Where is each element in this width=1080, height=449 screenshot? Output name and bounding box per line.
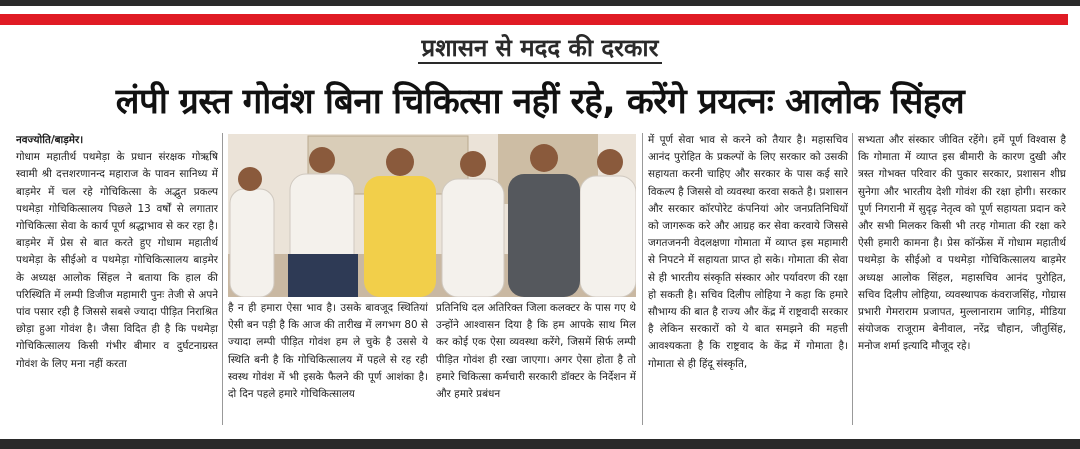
article-text-3: प्रतिनिधि दल अतिरिक्त जिला कलक्टर के पास गए थे उन्होंने आश्वासन दिया है कि हम आपके साथ मिल कर कोई एक ऐसा व्यवस्था करेंगे, जिसमें सिर्फ लम्पी पीड़ित गोवंश ही रखा जाएगा। अगर ऐसा होता है तो हमारे चिकित्सा कर्मचारी सरकारी डॉक्टर के निर्देशन में और हमारे प्रबंधन [436,302,636,401]
column-divider [642,133,643,425]
article-column-5 [858,132,1066,427]
photo-illustration [228,134,636,297]
article-text-1: गोधाम महातीर्थ पथमेड़ा के प्रधान संरक्षक गोऋषि स्वामी श्री दत्तशरणानन्द महाराज के पावन सानिध्य में बाड़मेर में चल रहे गोचिकित्सा के अद्भुत प्रकल्प पथमेड़ा गोचिकित्सालय पिछले 13 वर्षों से लगातार गोचिकित्सा सेवा के कार्य पूर्ण श्रद्धाभाव से कर रहा है। बाड़मेर में प्रेस से बात करते हुए गोधाम महातीर्थ पथमेड़ा के सीईओ व पथमेड़ा गोचिकित्सालय बाड़मेर के अध्यक्ष आलोक सिंहल ने बताया कि हाल की परिस्थिति में लम्पी डिजीज महामारी पुनः तेजी से अपने पांव पसार रही है जिससे सबसे ज्यादा पीड़ित निराश्रित छोड़ा हुआ गोवंश है। जैसा विदित ही है कि पथमेड़ा गोचिकित्सालय किसी गंभीर बीमार व दुर्घटनाग्रस्त गोवंश के लिए मना नहीं करता [16,151,218,370]
article-column-2 [228,300,428,426]
column-divider [222,133,223,425]
headline: लंपी ग्रस्त गोवंश बिना चिकित्सा नहीं रहे, करेंगे प्रयत्नः आलोक सिंहल [115,82,965,122]
red-accent-band [0,14,1068,25]
bottom-border [0,439,1080,449]
top-border [0,0,1080,6]
article-column-3 [436,300,636,426]
byline: नवज्योति/बाड़मेर। [16,134,84,146]
article-text-2: है न ही हमारा ऐसा भाव है। उसके बावजूद स्थितियां ऐसी बन पड़ी है कि आज की तारीख में लगभग 80 से ज्यादा लम्पी पीड़ित गोवंश हम ले चुके है उससे ये स्थिति बनी है कि गोचिकित्सालय में पहले से रह रही स्वस्थ गोवंश में भी इसके फैलने की पूर्ण आशंका है। दो दिन पहले हमारे गोचिकित्सालय [228,302,428,401]
article-text-4: में पूर्ण सेवा भाव से करने को तैयार है। महासचिव आनंद पुरोहित के प्रकल्पों के लिए सरकार को उसकी सहायता करनी चाहिए और सरकार के पास कई सारे विकल्प है जिससे वो व्यवस्था करवा सकते है। प्रशासन और सरकार कॉरपोरेट कंपनियां ओर जनप्रतिनिधियों को जागरूक करे और आग्रह कर सेवा करवाये जिससे जगतजननी वेदलक्षणा गोमाता में व्याप्त इस महामारी से निपटने में सहायता प्राप्त हो सके। गोमाता की सेवा से ही भारतीय संस्कृति संस्कार ओर पर्यावरण की रक्षा हो सकती है। सचिव दिलीप लोहिया ने कहा कि हमारे सौभाग्य की बात है राज्य और केंद्र में राष्ट्रवादी सरकार है लेकिन सरकारों को ये बात समझने की महत्ती आवश्यकता है कि राष्ट्रवाद के केंद्र में गोमाता है। गोमाता से ही हिंदू संस्कृति, [648,134,848,370]
kicker-text: प्रशासन से मदद की दरकार [418,34,663,64]
article-text-5: सभ्यता और संस्कार जीवित रहेंगे। हमें पूर्ण विश्वास है कि गोमाता में व्याप्त इस बीमारी के कारण दुखी और त्रस्त गोभक्त परिवार की पुकार सरकार, प्रशासन शीघ्र सुनेगा और भारतीय देशी गोवंश की रक्षा होगी। सरकार पूर्ण निगरानी में सुदृढ़ नेतृत्व को पूर्ण सहायता प्रदान करे और सभी मिलकर किसी भी तरह गोमाता की रक्षा करे ऐसी हमारी कामना है। प्रेस कॉन्फ्रेंस में गोधाम महातीर्थ पथमेड़ा के सीईओ व पथमेड़ा गोचिकित्सालय बाड़मेर अध्यक्ष आलोक सिंहल, महासचिव आनंद पुरोहित, सचिव दिलीप लोहिया, व्यवस्थापक कंवराजसिंह, गोग्रास प्रभारी गेमराराम प्रजापत, मुल्लानाराम जागिड़, मीडिया संयोजक राजूराम बेनीवाल, नरेंद्र चौहान, जीतुसिंह, मनोज शर्मा इत्यादि मौजूद रहे। [858,134,1066,353]
kicker [0,34,1080,64]
column-divider [852,133,853,425]
news-photo [228,134,636,297]
article-column-4 [648,132,848,427]
article-column-1 [16,132,218,427]
